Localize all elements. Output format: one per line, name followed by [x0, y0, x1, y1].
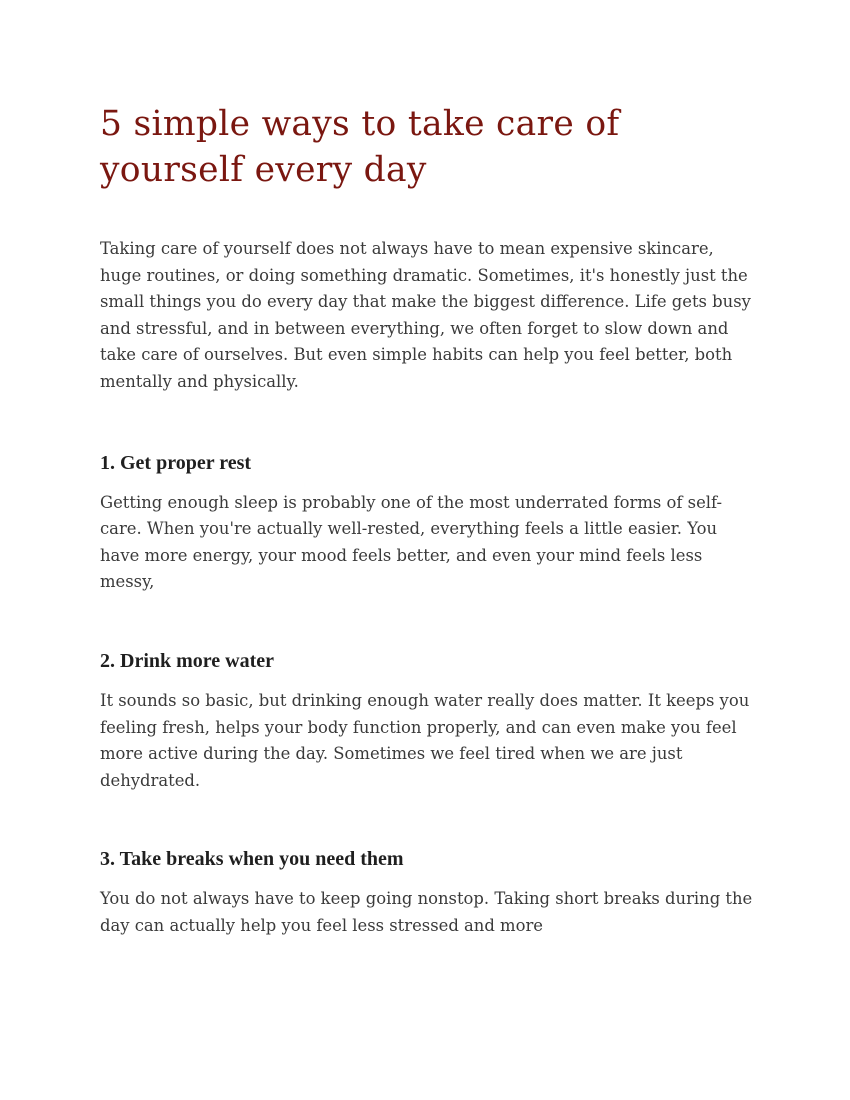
section-body: You do not always have to keep going nonstop. Taking short breaks during the day can actually help you feel less stressed and more — [100, 889, 753, 935]
document-content — [100, 101, 760, 940]
section-heading: 3. Take breaks when you need them — [100, 848, 404, 871]
section-body: It sounds so basic, but drinking enough water really does matter. It keeps you feeling fresh, helps your body function properly, and can even make you feel more active during the day. Sometimes we feel tired when we are just dehydrated. — [100, 690, 750, 790]
section-drink-more-water — [100, 648, 760, 794]
section-take-breaks — [100, 846, 760, 939]
intro-paragraph: Taking care of yourself does not always have to mean expensive skincare, huge routines, or doing something dramatic. Sometimes, it's honestly just the small things you do every day that make the biggest difference. Life gets busy and stressful, and in between everything, we often forget to slow down and take care of ourselves. But even simple habits can help you feel better, both mentally and physically. — [100, 239, 751, 391]
section-get-proper-rest — [100, 450, 760, 596]
section-heading: 1. Get proper rest — [100, 451, 252, 474]
section-heading: 2. Drink more water — [100, 649, 275, 672]
page-title: 5 simple ways to take care of yourself every day — [100, 104, 620, 190]
section-body: Getting enough sleep is probably one of the most underrated forms of self-care. When you're actually well-rested, everything feels a little easier. You have more energy, your mood feels better, and even your mind feels less messy, — [100, 492, 723, 592]
